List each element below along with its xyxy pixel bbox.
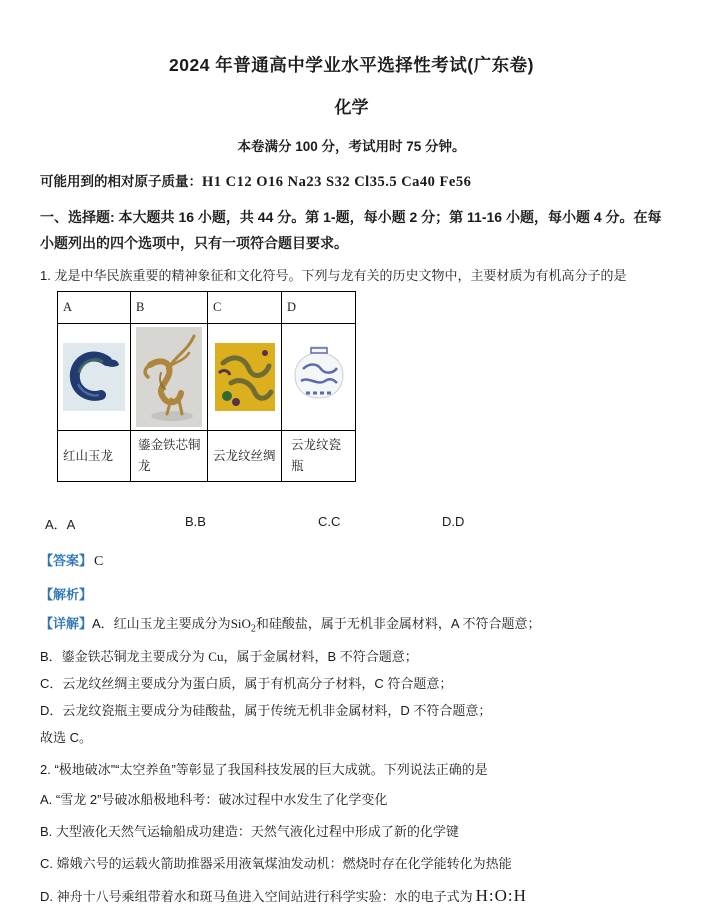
- artifact-label-b: 鎏金铁芯铜龙: [131, 431, 208, 482]
- dragon-silk-photo: [208, 324, 282, 431]
- detail-explanation: [40, 616, 663, 745]
- q1-option-d: D.D: [442, 514, 465, 529]
- q2-option-d: [40, 887, 663, 905]
- table-header-row: [58, 292, 356, 324]
- detail-line-b: [40, 649, 663, 664]
- analysis-label-line: [40, 584, 663, 603]
- artifact-label-d: 云龙纹瓷瓶: [282, 431, 356, 482]
- gilt-bronze-dragon-photo: [131, 324, 208, 431]
- table-header-b: B: [131, 292, 208, 324]
- detail-conclusion: 故选 C。: [40, 729, 93, 745]
- q2-option-d-label: D.: [40, 888, 53, 904]
- q1-option-c: C.C: [318, 514, 341, 529]
- q2-option-b: [40, 823, 663, 840]
- exam-subject: 化学: [334, 98, 369, 117]
- atomic-mass-values: H1 C12 O16 Na23 S32 Cl35.5 Ca40 Fe56: [202, 174, 472, 190]
- q2-option-a: [40, 791, 663, 808]
- q2-option-c-label: C.: [40, 855, 53, 871]
- dragon-vase-photo: [282, 324, 356, 431]
- section-instructions: 一、选择题: 本大题共 16 小题，共 44 分。第 1-题，每小题 2 分；第 11-16 小题，每小题 4 分。在每小题列出的四个选项中，只有一项符合题目要求。: [40, 209, 662, 251]
- q2-option-a-text: “雪龙 2”号破冰船极地科考：破冰过程中水发生了化学变化: [55, 791, 388, 807]
- jade-dragon-photo: [58, 324, 131, 431]
- q2-option-c: [40, 855, 663, 872]
- detail-a-pre: A．红山玉龙主要成分为: [92, 616, 231, 631]
- table-image-row: [58, 324, 356, 431]
- detail-line-c: C．云龙纹丝绸主要成分为蛋白质，属于有机高分子材料，C 符合题意；: [40, 675, 453, 691]
- detail-label: 【详解】: [40, 616, 93, 631]
- detail-line-d: D．云龙纹瓷瓶主要成分为硅酸盐，属于传统无机非金属材料，D 不符合题意；: [40, 702, 492, 718]
- copper-formula: Cu: [208, 648, 224, 664]
- atomic-mass-label: 可能用到的相对原子质量：: [40, 174, 202, 189]
- detail-line-a: [40, 616, 663, 637]
- silicon-dioxide-formula: SiO$_2$: [230, 616, 256, 635]
- water-electron-formula: H:O:H: [475, 885, 527, 905]
- answer-value: C: [94, 554, 104, 569]
- q1-option-a: A．A: [45, 517, 76, 532]
- q2-option-c-text: 嫦娥六号的运载火箭助推器采用液氧煤油发动机：燃烧时存在化学能转化为热能: [56, 855, 512, 871]
- question-2-stem: 2. “极地破冰”“太空养鱼”等彰显了我国科技发展的巨大成就。下列说法正确的是: [40, 761, 488, 777]
- detail-a-post: 和硅酸盐，属于无机非金属材料，A 不符合题意；: [255, 616, 541, 631]
- analysis-label: 【解析】: [40, 587, 93, 602]
- exam-info-line: 本卷满分 100 分，考试用时 75 分钟。: [237, 139, 466, 154]
- table-header-c: C: [208, 292, 282, 324]
- table-header-a: A: [58, 292, 131, 324]
- question-1-artifact-table: [57, 291, 356, 482]
- artifact-label-a: 红山玉龙: [58, 431, 131, 482]
- q2-option-b-text: 大型液化天然气运输船成功建造：天然气液化过程中形成了新的化学键: [55, 823, 459, 839]
- q1-option-b: B.B: [185, 514, 206, 529]
- detail-b-pre: B．鎏金铁芯铜龙主要成分为: [40, 648, 209, 664]
- question-1-stem: 1. 龙是中华民族重要的精神象征和文化符号。下列与龙有关的历史文物中，主要材质为有机高分子的是: [40, 268, 627, 283]
- table-header-d: D: [282, 292, 356, 324]
- q2-option-d-text: 神舟十八号乘组带着水和斑马鱼进入空间站进行科学实验：水的电子式为: [56, 888, 473, 904]
- answer-label: 【答案】: [40, 553, 93, 568]
- question-1-options-row: [40, 514, 663, 530]
- atomic-mass-line: [40, 170, 663, 191]
- artifact-label-c: 云龙纹丝绸: [208, 431, 282, 482]
- q2-option-a-label: A.: [40, 791, 53, 807]
- q2-option-b-label: B.: [40, 823, 53, 839]
- table-label-row: [58, 431, 356, 482]
- detail-b-post: ，属于金属材料，B 不符合题意；: [223, 648, 418, 664]
- exam-title: 2024 年普通高中学业水平选择性考试(广东卷): [169, 55, 534, 75]
- answer-line: [40, 550, 663, 570]
